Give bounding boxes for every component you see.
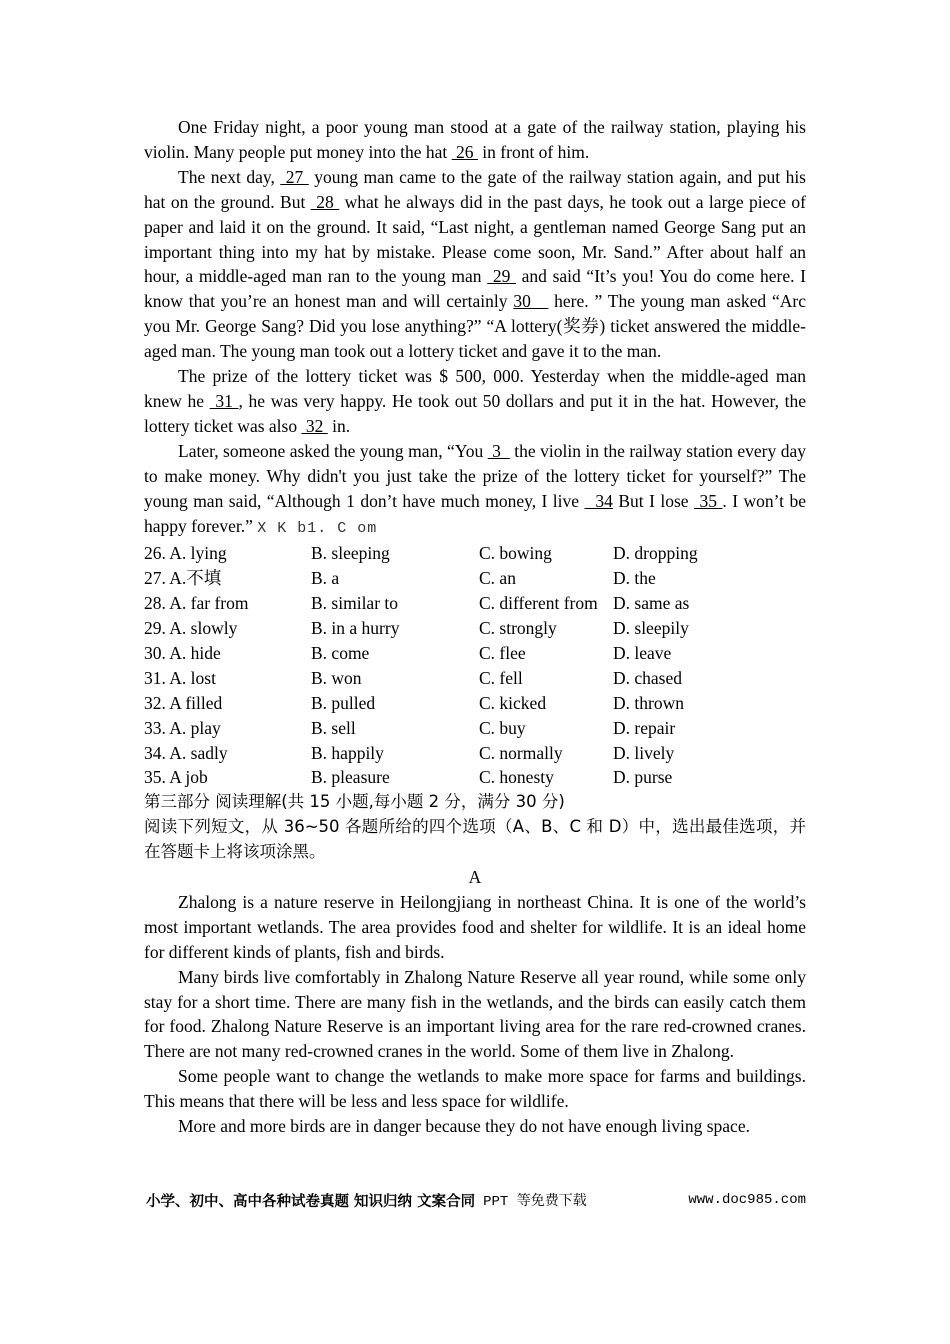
footer-ppt-text: PPT 等免费下载 — [483, 1194, 587, 1210]
text-run: in. — [327, 415, 351, 436]
watermark-text: X K b1. C om — [257, 519, 378, 537]
document-content — [144, 115, 806, 1139]
option-c: C. kicked — [479, 692, 547, 713]
cloze-paragraph-2 — [144, 165, 806, 364]
option-a: 26. A. lying — [144, 543, 227, 564]
text-run: in front of him. — [477, 141, 590, 162]
reading-paragraph-1: Zhalong is a nature reserve in Heilongjiang in northeast China. It is one of the world’s most important wetlands. The area provides food and shelter for wildlife. It is an ideal home for different kinds of plants, fish and birds. — [144, 891, 806, 962]
cloze-paragraph-1 — [144, 115, 806, 165]
cloze-paragraph-4 — [144, 439, 806, 542]
option-a: 35. A job — [144, 767, 208, 788]
option-row-30 — [144, 641, 806, 666]
option-a: 30. A. hide — [144, 642, 221, 663]
reading-paragraph-4: More and more birds are in danger because they do not have enough living space. — [178, 1116, 750, 1137]
option-c: C. flee — [479, 642, 526, 663]
option-d: D. repair — [613, 717, 676, 738]
text-run: One Friday night, a poor young man stood at a gate of the railway station, playing his violin. Many people put money into the hat — [144, 117, 806, 162]
option-b: B. in a hurry — [311, 618, 400, 639]
text-run: what he always did in the past days, he took out a large piece of paper and laid it on the ground. It said, “Last night, a gentleman named George Sang put an important thing into my hat by mistake. Please come soon, Mr. Sand.” After about half an hour, a middle-aged man ran to the young man — [144, 191, 806, 287]
option-d: D. the — [613, 568, 656, 589]
option-row-32 — [144, 691, 806, 716]
blank-34: 34 — [584, 490, 613, 511]
blank-30: 30 — [513, 291, 549, 312]
option-c: C. an — [479, 568, 516, 589]
option-row-28 — [144, 591, 806, 616]
blank-27: 27 — [280, 166, 309, 187]
reading-paragraph-3: Some people want to change the wetlands to make more space for farms and buildings. This means that there will be less and less space for wildlife. — [144, 1066, 806, 1112]
text-run: The next day, — [178, 166, 281, 187]
option-b: B. a — [311, 568, 340, 589]
option-a: 32. A filled — [144, 692, 223, 713]
option-d: D. purse — [613, 767, 673, 788]
option-d: D. lively — [613, 742, 675, 763]
option-row-29 — [144, 616, 806, 641]
blank-29: 29 — [487, 266, 517, 287]
text-run: , he was very happy. He took out 50 dollars and put it in the hat. However, the lottery ticket was also — [144, 390, 806, 436]
text-run: Later, someone asked the young man, “You — [178, 440, 488, 461]
option-b: B. won — [311, 667, 362, 688]
text-run: here. ” The young man asked “Arc you Mr. George Sang? Did you lose anything?” “A lottery(奖券) ticket answered the middle-aged man. The young man took out a lottery ticket and gave it to the man. — [144, 291, 807, 362]
section-heading: 第三部分 阅读理解(共 15 小题,每小题 2 分，满分 30 分) — [144, 792, 565, 812]
option-a: 31. A. lost — [144, 667, 216, 688]
option-d: D. leave — [613, 642, 672, 663]
option-row-26 — [144, 541, 806, 566]
option-c: C. honesty — [479, 767, 554, 788]
footer-url[interactable]: www.doc985.com — [688, 1192, 806, 1208]
blank-33: 3 — [487, 440, 510, 461]
option-c: C. fell — [479, 667, 523, 688]
cloze-paragraph-3 — [144, 364, 806, 439]
option-d: D. dropping — [613, 543, 698, 564]
option-c: C. strongly — [479, 618, 557, 639]
option-b: B. pulled — [311, 692, 376, 713]
text-run: But I lose — [612, 490, 695, 511]
option-row-33 — [144, 716, 806, 741]
option-d: D. same as — [613, 593, 690, 614]
page-footer — [146, 1188, 806, 1212]
footer-text: 小学、初中、高中各种试卷真题 知识归纳 文案合同 — [146, 1193, 476, 1210]
section-instruction: 阅读下列短文，从 36~50 各题所给的四个选项（A、B、C 和 D）中，选出最佳选项，并在答题卡上将该项涂黑。 — [144, 817, 806, 862]
option-c: C. different from — [479, 593, 598, 614]
option-c: C. buy — [479, 717, 526, 738]
option-a: 28. A. far from — [144, 593, 249, 614]
blank-35: 35 — [694, 490, 723, 511]
option-row-27 — [144, 566, 806, 591]
blank-26: 26 — [451, 141, 478, 162]
option-c: C. bowing — [479, 543, 552, 564]
option-b: B. happily — [311, 742, 384, 763]
option-d: D. thrown — [613, 692, 684, 713]
option-c: C. normally — [479, 742, 563, 763]
text-run: the violin in the railway station every day to make money. Why didn't you just take the prize of the lottery ticket for yourself?” The young man said, “Although 1 don’t have much money, I live — [144, 440, 806, 511]
option-row-34 — [144, 741, 806, 766]
option-row-31 — [144, 666, 806, 691]
option-b: B. sell — [311, 717, 356, 738]
option-b: B. similar to — [311, 593, 399, 614]
text-run: and said “It’s you! You do come here. I know that you’re an honest man and will certainly — [144, 266, 806, 312]
option-d: D. sleepily — [613, 618, 689, 639]
option-d: D. chased — [613, 667, 683, 688]
text-run: young man came to the gate of the railway station again, and put his hat on the ground. But — [144, 166, 806, 212]
option-a: 34. A. sadly — [144, 742, 228, 763]
option-b: B. come — [311, 642, 370, 663]
blank-32: 32 — [301, 415, 328, 436]
reading-paragraph-2: Many birds live comfortably in Zhalong Nature Reserve all year round, while some only stay for a short time. There are many fish in the wetlands, and the birds can easily catch them for food. Zhalong Nature Reserve is an important living area for the rare red-crowned cranes. There are not many red-crowned cranes in the world. Some of them live in Zhalong. — [144, 966, 806, 1062]
option-b: B. sleeping — [311, 543, 390, 564]
blank-28: 28 — [310, 191, 340, 212]
option-b: B. pleasure — [311, 767, 390, 788]
blank-31: 31 — [209, 390, 239, 411]
options-list — [144, 541, 806, 790]
option-a: 33. A. play — [144, 717, 221, 738]
option-a: 27. A.不填 — [144, 568, 222, 589]
text-run: The prize of the lottery ticket was $ 500, 000. Yesterday when the middle-aged man knew he — [144, 366, 806, 411]
option-a: 29. A. slowly — [144, 618, 238, 639]
option-row-35 — [144, 765, 806, 790]
passage-label: A — [468, 867, 482, 888]
text-run: . I won’t be happy forever.” — [144, 490, 807, 536]
